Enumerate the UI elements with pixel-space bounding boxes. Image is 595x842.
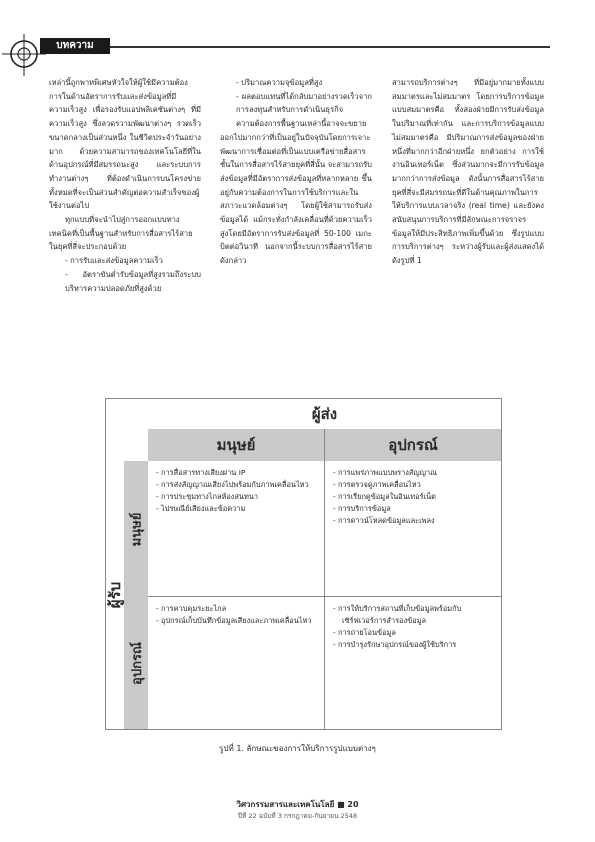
paragraph: ทุกแบบที่จะนำไปสู่การออกแบบทางเทคนิคที่เป็นพื้นฐานสำหรับการสื่อสารไร้สายในยุคที่สี่จะประกอบด้วย <box>49 215 193 252</box>
paragraph: - ผลตอบแทนที่ได้กลับมาอย่างรวดเร็วจากการลงทุนสำหรับการดำเนินธุรกิจ <box>236 91 372 115</box>
service-item: - การถ่ายโอนข้อมูล <box>333 627 493 639</box>
paragraph: สามารถบริการต่างๆ ที่มีอยู่มากมายทั้งแบบสมมาตรและไม่สมมาตร โดยการบริการข้อมูลแบบสมมาตรคือ ทั้งสองฝ่ายมีการรับส่งข้อมูลในปริมาณที่เท่ากัน และการบริการข้อมูลแบบไม่สมมาตรคือ มีปริมาณการส่งข้อมูลของฝ่ายหนึ่งที่มากกว่าอีกฝ่ายหนึ่ง ยกตัวอย่าง การใช้งานอินเทอร์เน็ต ซึ่งส่วนมากจะมีการรับข้อมูลมากกว่าการส่งข้อมูล ดังนั้นการสื่อสารไร้สายยุคที่สี่จะมีสมรรถนะที่ดีในด้านคุณภาพในการให้บริการแบบเวลาจริง (real time) และยังคงสนับสนุนการบริการที่มีลักษณะการจราจรข้อมูลให้มีประสิทธิภาพเพิ่มขึ้นด้วย ซึ่งรูปแบบการบริการต่างๆ ระหว่างผู้รับและผู้ส่งแสดงได้ดังรูปที่ 1 <box>392 78 544 266</box>
text-column-3 <box>392 76 544 268</box>
receiver-human-header: มนุษย์ <box>124 461 148 598</box>
text-column-2 <box>220 76 372 268</box>
receiver-device-header: อุปกรณ์ <box>124 597 148 729</box>
sender-device-header: อุปกรณ์ <box>325 429 501 461</box>
service-item: - การตรวจดูภาพเคลื่อนไหว <box>333 479 493 491</box>
paragraph: - การรับและส่งข้อมูลความเร็ว <box>65 256 163 266</box>
page-number: 20 <box>347 800 359 809</box>
sender-header: ผู้ส่ง <box>148 399 501 430</box>
service-item: - การแพร่ภาพแบบพรางสัญญาณ <box>333 467 493 479</box>
figure-caption: รูปที่ 1. ลักษณะของการให้บริการรูปแบบต่างๆ <box>219 744 376 753</box>
service-item: - การเรียกดูข้อมูลในอินเทอร์เน็ต <box>333 491 493 503</box>
service-item: - การควบคุมระยะไกล <box>156 603 316 615</box>
paragraph: เหล่านี้ถูกพาหพิเศษหัวใจให้ผู้ใช้มีความต้อง <box>49 78 188 87</box>
paragraph: - ปริมาณความจุข้อมูลที่สูง <box>236 78 323 87</box>
footer-journal: วิศวกรรมสารและเทคโนโลยี ■ 20 <box>236 800 359 809</box>
service-item: - การบำรุงรักษาอุปกรณ์ของผู้ใช้บริการ <box>333 639 493 651</box>
service-item: - การให้บริการสถานที่เก็บข้อมูลพร้อมกับเซิร์ฟเวอร์การสำรองข้อมูล <box>333 603 493 627</box>
service-item: - การส่งสัญญาณเสียงไปพร้อมกับภาพเคลื่อนไหว <box>156 479 316 491</box>
service-item: - การบริการข้อมูล <box>333 503 493 515</box>
text-column-1 <box>49 76 201 295</box>
service-item: - การประชุมทางไกลห้องสนทนา <box>156 491 316 503</box>
section-tab: บทความ <box>40 38 110 54</box>
paragraph: การในด้านอัตราการรับและส่งข้อมูลที่มีความเร็วสูง เพื่อรองรับแอปพลิเคชันต่างๆ ที่มีความเร็วสูง ซึ่งลวดรวามพัฒนาต่างๆ รวดเร็วขนาดกลางเป็นส่วนหนึ่ง ในชีวิตประจำวันอย่างมาก ด้วยความสามารถของเทคโนโลยีที่ในด้านอุปกรณ์ที่มีสมรรถนะสูง และระบบการทำงานต่างๆ ที่ต้องดำเนินการบนโครงข่ายทั้งหมดที่จะเป็นส่วนสำคัญต่อความสำเร็จของผู้ใช้งานต่อไป <box>49 91 201 211</box>
service-item: - การดาวน์โหลดข้อมูลและเพลง <box>333 515 493 527</box>
service-item: - การสื่อสารทางเสียงผ่าน IP <box>156 467 316 479</box>
service-matrix-figure <box>105 398 502 730</box>
footer-issue: ปีที่ 22 ฉบับที่ 3 กรกฎาคม-กันยายน 2548 <box>237 812 358 820</box>
sender-human-header: มนุษย์ <box>148 429 325 461</box>
paragraph: ความต้องการพื้นฐานเหล่านี้อาจจะขยายออกไปมากกว่าที่เป็นอยู่ในปัจจุบันโดยการเจาะพัฒนาการเชื่อมต่อที่เป็นแบบเครือข่ายสื่อสารชั้นในการสื่อสารไร้สายยุคที่สี่นั้น จะสามารถรับส่งข้อมูลที่มีอัตราการส่งข้อมูลที่หลากหลาย ขึ้นอยู่กับความต้องการในการใช้บริการและในสภาวะแวดล้อมต่างๆ โดยผู้ใช้สามารถรับส่งข้อมูลได้ แม้กระทั่งกำลังเคลื่อนที่ด้วยความเร็วสูงโดยมีอัตราการรับส่งข้อมูลที่ 50-100 เมกะบิตต่อวินาที นอกจากนี้ระบบการสื่อสารไร้สายดังกล่าว <box>220 119 372 266</box>
cell-human-human <box>148 461 325 597</box>
header-rule <box>40 46 550 48</box>
receiver-header: ผู้รับ <box>106 581 124 609</box>
cell-device-to-human <box>325 461 501 597</box>
service-item: - ไปรษณีย์เสียงและข้อความ <box>156 503 316 515</box>
cell-device-device <box>325 597 501 729</box>
service-item: - อุปกรณ์เก็บบันทึกข้อมูลเสียงและภาพเคลื่อนไหว <box>156 615 316 627</box>
paragraph: - อัตราขันต่ำรับข้อมูลที่สูงรวมถึงระบบบริหารความปลอดภัยที่สูงด้วย <box>65 269 201 293</box>
cell-human-to-device <box>148 597 325 729</box>
